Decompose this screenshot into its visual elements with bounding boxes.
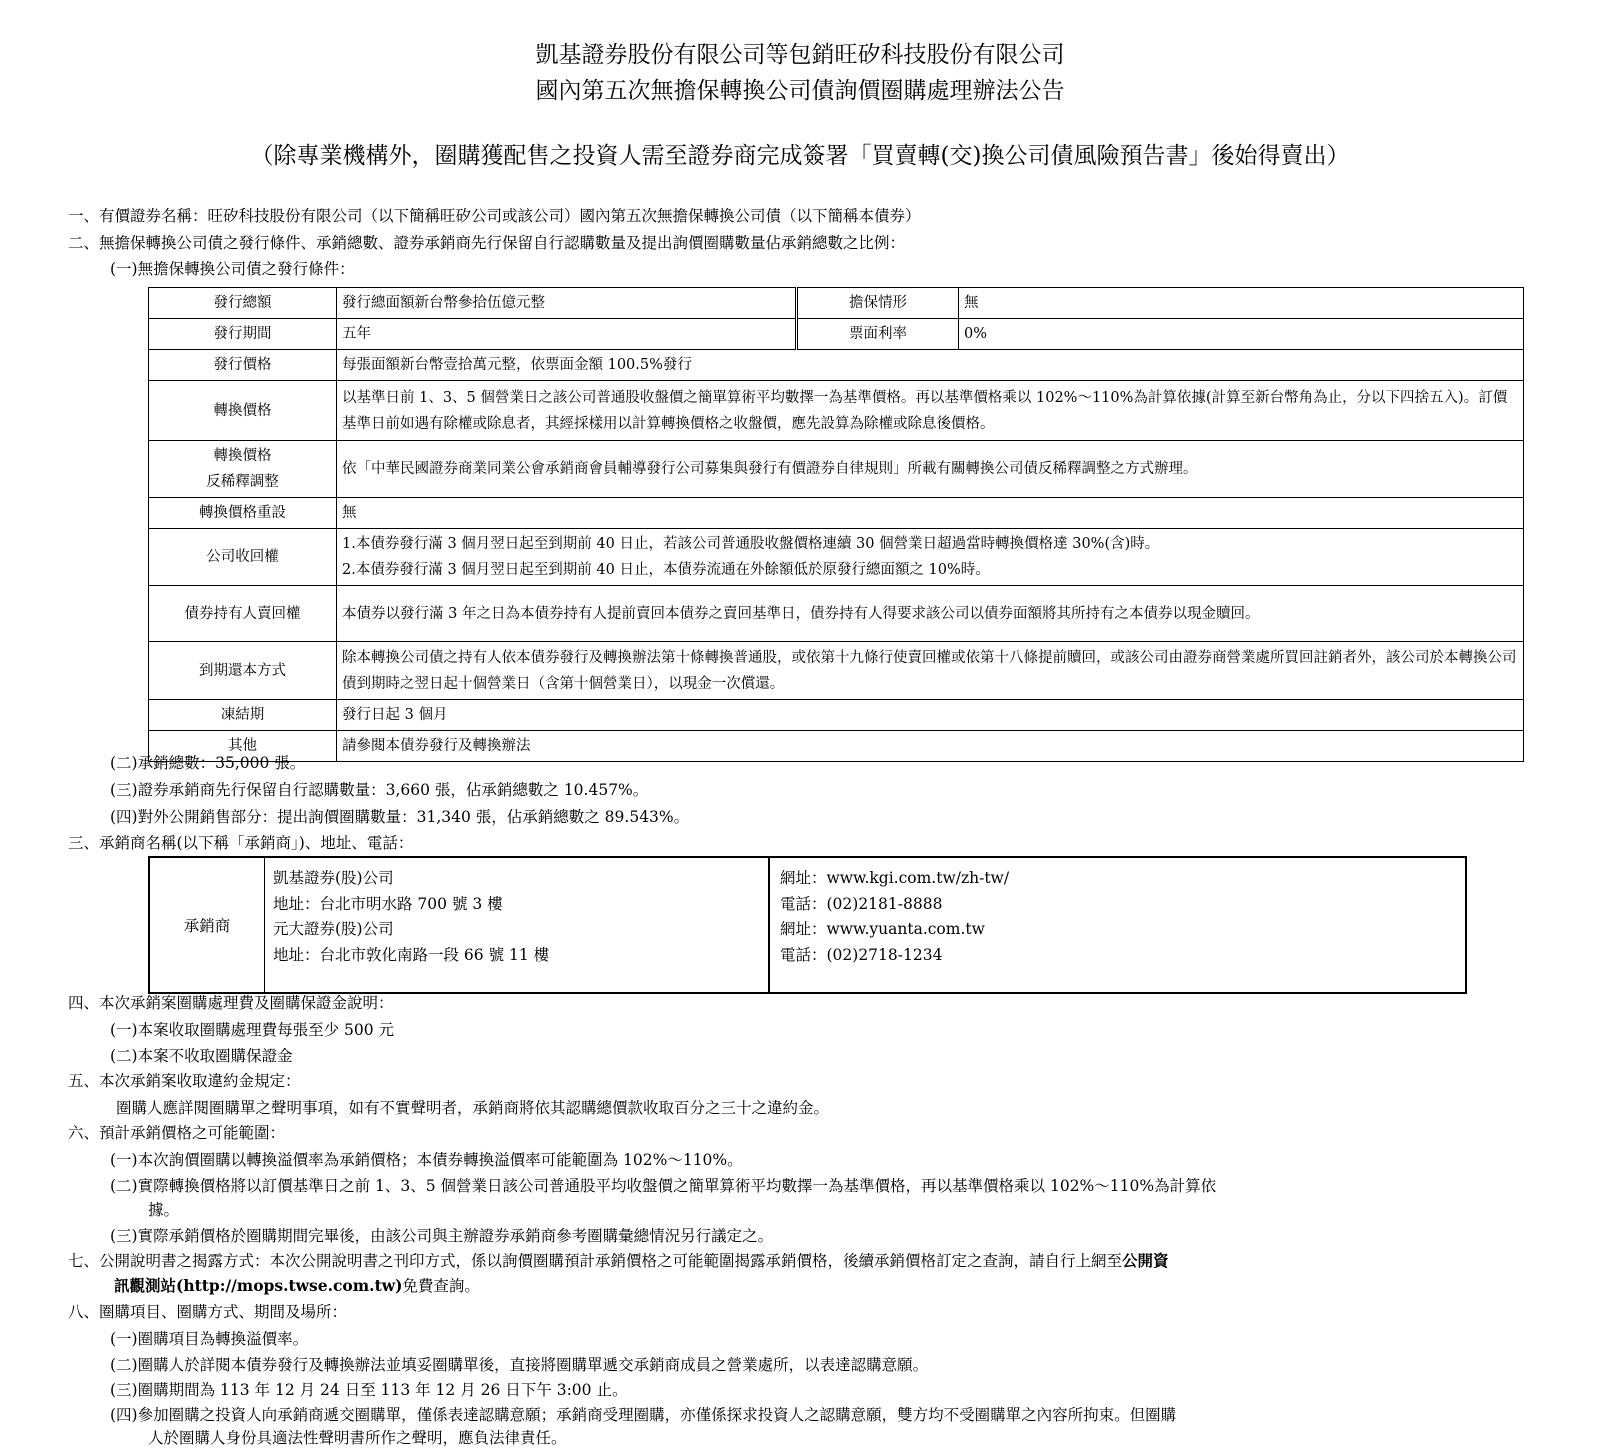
cell-label: 發行總額 — [149, 288, 337, 319]
cell-label: 公司收回權 — [149, 529, 337, 586]
underwriter-phone-2: 電話：(02)2718-1234 — [780, 945, 943, 964]
mops-link-part-1[interactable]: 公開資 — [1122, 1251, 1169, 1270]
underwriter-website-1[interactable]: 網址：www.kgi.com.tw/zh-tw/ — [780, 869, 1010, 887]
section-7-text-end: 免費查詢。 — [402, 1277, 480, 1295]
underwriter-contacts — [772, 858, 1465, 992]
section-8-item-3: (三)圈購期間為 113 年 12 月 24 日至 113 年 12 月 26 日下午 3:00 止。 — [110, 1381, 628, 1399]
section-8-item-4-cont: 人於圈購人身份具適法性聲明書所作之聲明，應負法律責任。 — [148, 1429, 567, 1447]
section-5-body: 圈購人應詳閱圈購單之聲明事項，如有不實聲明者，承銷商將依其認購總價款收取百分之三十之違約金。 — [116, 1099, 830, 1117]
section-6-item-2: (二)實際轉換價格將以訂價基準日之前 1、3、5 個營業日該公司普通股平均收盤價之簡單算術平均數擇一為基準價格，再以基準價格乘以 102%～110%為計算依 — [110, 1177, 1217, 1195]
section-2-sub-4: (四)對外公開銷售部分：提出詢價圈購數量：31,340 張，佔承銷總數之 89.543%。 — [110, 808, 690, 826]
cell-label-line: 轉換價格 — [213, 448, 272, 464]
section-6-item-3: (三)實際承銷價格於圈購期間完畢後，由該公司與主辦證券承銷商參考圈購彙總情況另行議定之。 — [110, 1227, 774, 1245]
cell-label: 發行價格 — [149, 350, 337, 381]
section-3-heading: 三、承銷商名稱(以下稱「承銷商」)、地址、電話： — [68, 834, 414, 852]
cell-label: 票面利率 — [797, 319, 959, 350]
underwriter-address-2: 地址：台北市敦化南路一段 66 號 11 樓 — [273, 945, 550, 964]
cell-label: 債券持有人賣回權 — [149, 586, 337, 642]
cell-value: 本債券以發行滿 3 年之日為本債券持有人提前賣回本債券之賣回基準日，債券持有人得要求該公司以債券面額將其所持有之本債券以現金贖回。 — [337, 586, 1524, 642]
cell-label — [149, 441, 337, 498]
section-6-item-1: (一)本次詢價圈購以轉換溢價率為承銷價格；本債券轉換溢價率可能範圍為 102%～110%。 — [110, 1151, 743, 1169]
underwriter-name-2: 元大證券(股)公司 — [273, 920, 394, 938]
cell-label: 到期還本方式 — [149, 642, 337, 700]
underwriter-label: 承銷商 — [150, 858, 265, 992]
section-4-item-2: (二)本案不收取圈購保證金 — [110, 1047, 293, 1065]
cell-value: 無 — [337, 498, 1524, 529]
cell-value: 請參閱本債券發行及轉換辦法 — [337, 731, 1524, 762]
section-8-item-1: (一)圈購項目為轉換溢價率。 — [110, 1330, 309, 1348]
underwriter-website-2[interactable]: 網址：www.yuanta.com.tw — [780, 920, 985, 938]
cell-label: 擔保情形 — [797, 288, 959, 319]
cell-value — [337, 529, 1524, 586]
cell-label: 轉換價格重設 — [149, 498, 337, 529]
section-4-item-1: (一)本案收取圈購處理費每張至少 500 元 — [110, 1021, 395, 1039]
cell-label-line: 反稀釋調整 — [206, 474, 279, 490]
underwriter-phone-1: 電話：(02)2181-8888 — [780, 894, 943, 913]
section-2-sub-1: (一)無擔保轉換公司債之發行條件： — [110, 260, 355, 278]
issue-conditions-table — [148, 287, 1524, 762]
section-5-heading: 五、本次承銷案收取違約金規定： — [68, 1072, 301, 1090]
cell-value: 除本轉換公司債之持有人依本債券發行及轉換辦法第十條轉換普通股，或依第十九條行使賣回權或依第十八條提前贖回，或該公司由證券商營業處所買回註銷者外，該公司於本轉換公司債到期時之翌日起十個營業日（含第十個營業日），以現金一次償還。 — [337, 642, 1524, 700]
risk-notice: （除專業機構外，圈購獲配售之投資人需至證券商完成簽署「買賣轉(交)換公司債風險預告書」後始得賣出） — [250, 143, 1350, 169]
section-6-item-2-cont: 據。 — [148, 1201, 180, 1219]
cell-value: 以基準日前 1、3、5 個營業日之該公司普通股收盤價之簡單算術平均數擇一為基準價格。再以基準價格乘以 102%～110%為計算依據(計算至新台幣角為止，分以下四捨五入)。訂價基準日前如遇有除權或除息者，其經採樣用以計算轉換價格之收盤價，應先設算為除權或除息後價格。 — [337, 381, 1524, 441]
cell-value: 發行總面額新台幣參拾伍億元整 — [337, 288, 797, 319]
cell-value-line: 1.本債券發行滿 3 個月翌日起至到期前 40 日止，若該公司普通股收盤價格連續 30 個營業日超過當時轉換價格達 30%(含)時。 — [342, 536, 1160, 552]
mops-link[interactable]: 訊觀測站(http://mops.twse.com.tw) — [114, 1276, 403, 1295]
section-2-heading: 二、無擔保轉換公司債之發行條件、承銷總數、證券承銷商先行保留自行認購數量及提出詢價圈購數量佔承銷總數之比例： — [68, 234, 906, 252]
section-2-sub-2: (二)承銷總數：35,000 張。 — [110, 754, 306, 772]
cell-value: 發行日起 3 個月 — [337, 700, 1524, 731]
section-8-item-4: (四)參加圈購之投資人向承銷商遞交圈購單，僅係表達認購意願；承銷商受理圈購，亦僅係探求投資人之認購意願，雙方均不受圈購單之內容所拘束。但圈購 — [110, 1406, 1177, 1424]
section-4-heading: 四、本次承銷案圈購處理費及圈購保證金說明： — [68, 994, 394, 1012]
cell-label: 其他 — [149, 731, 337, 762]
underwriter-table — [148, 856, 1467, 994]
section-7-text: 七、公開說明書之揭露方式：本次公開說明書之刊印方式，係以詢價圈購預計承銷價格之可能範圍揭露承銷價格，後續承銷價格訂定之查詢，請自行上網至 — [68, 1252, 1123, 1270]
underwriter-name-1: 凱基證券(股)公司 — [273, 869, 394, 887]
cell-value: 五年 — [337, 319, 797, 350]
cell-value-line: 2.本債券發行滿 3 個月翌日起至到期前 40 日止，本債券流通在外餘額低於原發行總面額之 10%時。 — [342, 562, 990, 578]
underwriter-names — [265, 858, 770, 992]
title-line-2: 國內第五次無擔保轉換公司債詢價圈購處理辦法公告 — [535, 78, 1065, 104]
section-8-item-2: (二)圈購人於詳閱本債券發行及轉換辦法並填妥圈購單後，直接將圈購單遞交承銷商成員之營業處所，以表達認購意願。 — [110, 1356, 929, 1374]
section-7-line-1 — [68, 1250, 1169, 1272]
cell-value: 無 — [959, 288, 1524, 319]
section-8-heading: 八、圈購項目、圈購方式、期間及場所： — [68, 1303, 348, 1321]
section-1: 一、有價證券名稱：旺矽科技股份有限公司（以下簡稱旺矽公司或該公司）國內第五次無擔保轉換公司債（以下簡稱本債券） — [68, 207, 921, 225]
cell-value: 依「中華民國證券商業同業公會承銷商會員輔導發行公司募集與發行有價證券自律規則」所載有關轉換公司債反稀釋調整之方式辦理。 — [337, 441, 1524, 498]
section-6-heading: 六、預計承銷價格之可能範圍： — [68, 1124, 286, 1142]
section-7-line-2 — [114, 1275, 480, 1297]
cell-label: 凍結期 — [149, 700, 337, 731]
cell-label: 轉換價格 — [149, 381, 337, 441]
section-2-sub-3: (三)證券承銷商先行保留自行認購數量：3,660 張，佔承銷總數之 10.457%。 — [110, 781, 649, 799]
cell-value: 每張面額新台幣壹拾萬元整，依票面金額 100.5%發行 — [337, 350, 1524, 381]
underwriter-address-1: 地址：台北市明水路 700 號 3 樓 — [273, 894, 503, 913]
cell-label: 發行期間 — [149, 319, 337, 350]
cell-value: 0% — [959, 319, 1524, 350]
title-line-1: 凱基證券股份有限公司等包銷旺矽科技股份有限公司 — [535, 42, 1065, 68]
